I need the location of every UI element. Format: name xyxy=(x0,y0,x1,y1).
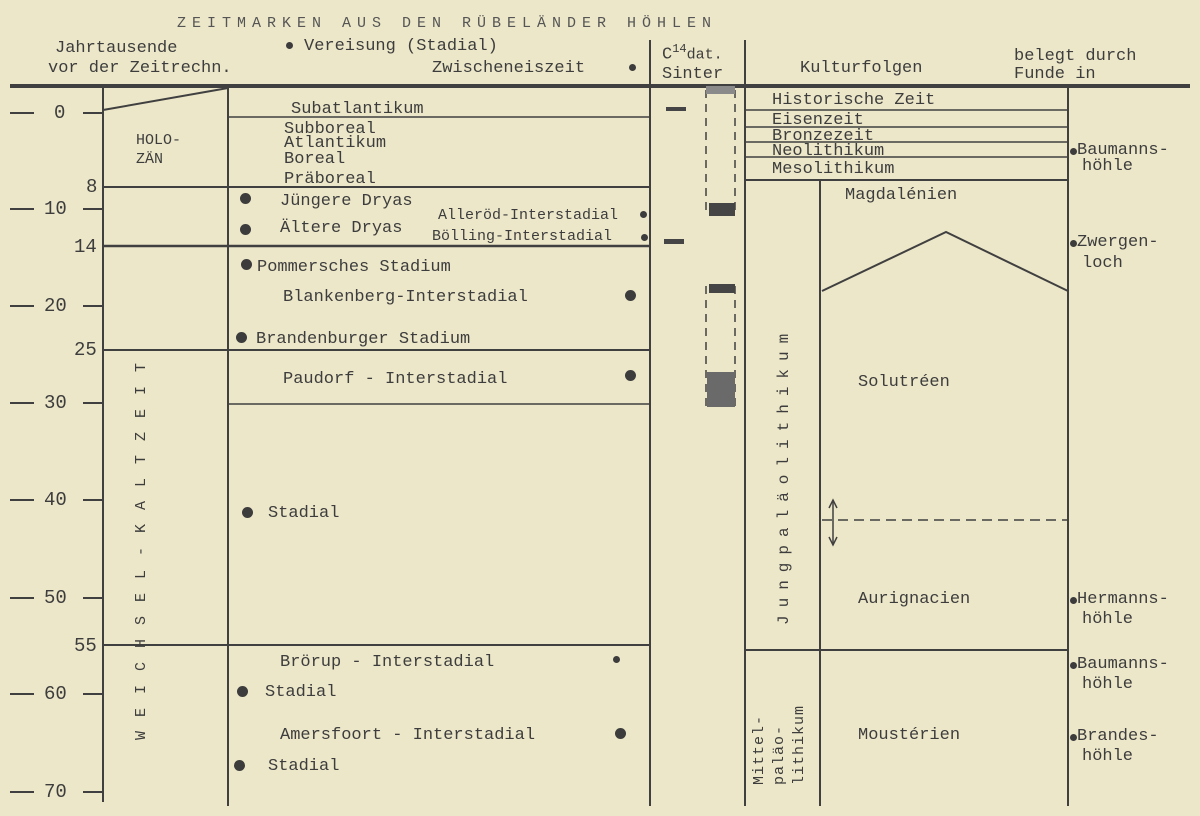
climate-boelling: Bölling-Interstadial xyxy=(432,228,613,245)
period-holozaen-line2: ZÄN xyxy=(136,151,164,168)
interstadial-dot-paudorf xyxy=(625,370,636,381)
boundary-mark-55: 55 xyxy=(74,635,97,657)
interstadial-dot-boelling xyxy=(641,234,648,241)
culture-eisenzeit: Eisenzeit xyxy=(772,111,864,130)
header-zwischeneiszeit: Zwischeneiszeit xyxy=(432,59,586,78)
climate-stadial-40: Stadial xyxy=(268,504,340,523)
climate-stadial-60: Stadial xyxy=(265,683,337,702)
cave-baumannshoehle-b2: höhle xyxy=(1082,675,1134,694)
culture-magdalenien: Magdalénien xyxy=(845,186,958,205)
magdalenien-boundary xyxy=(822,232,1068,291)
climate-subboreal: Subboreal xyxy=(284,120,376,139)
legend-dot-zwischeneiszeit xyxy=(629,64,636,71)
cave-baumannshoehle-a1: Baumanns- xyxy=(1077,141,1169,160)
sinter-samples xyxy=(664,86,735,407)
header-c14-letter: C xyxy=(662,45,673,65)
culture-neolithikum: Neolithikum xyxy=(772,142,885,161)
legend-dot-vereisung xyxy=(286,42,293,49)
axis-label-70: 70 xyxy=(44,781,67,803)
stadial-dot-60 xyxy=(237,686,248,697)
cave-zwergenloch-2: loch xyxy=(1082,254,1123,273)
culture-bronzezeit: Bronzezeit xyxy=(772,127,875,146)
stadial-dot-juengere-dryas xyxy=(240,193,251,204)
cave-zwergenloch-1: Zwergen- xyxy=(1077,233,1159,252)
boundary-mark-25: 25 xyxy=(74,339,97,361)
culture-mittel-line2: paläo- xyxy=(771,724,788,785)
period-holozaen-line1: HOLO- xyxy=(136,132,182,149)
climate-juengere-dryas: Jüngere Dryas xyxy=(280,192,413,211)
axis-label-0: 0 xyxy=(54,102,66,124)
header-belegt-line2: Funde in xyxy=(1014,65,1096,84)
culture-historische-zeit: Historische Zeit xyxy=(772,91,936,110)
axis-label-50: 50 xyxy=(44,587,67,609)
climate-pommersches: Pommersches Stadium xyxy=(257,258,451,277)
climate-paudorf: Paudorf - Interstadial xyxy=(283,370,508,389)
climate-subatlantikum: Subatlantikum xyxy=(291,100,424,119)
axis-label-60: 60 xyxy=(44,683,67,705)
axis-label-10: 10 xyxy=(44,198,67,220)
climate-stadial-68: Stadial xyxy=(268,757,340,776)
cave-hermannshoehle-2: höhle xyxy=(1082,610,1134,629)
cave-baumannshoehle-b1: Baumanns- xyxy=(1077,655,1169,674)
cave-dot-brandeshoehle xyxy=(1070,734,1077,741)
header-c14-sup: 14 xyxy=(672,42,687,56)
header-belegt-line1: belegt durch xyxy=(1014,47,1137,66)
climate-amersfoort: Amersfoort - Interstadial xyxy=(280,726,536,745)
stadial-dot-68 xyxy=(234,760,245,771)
cave-brandeshoehle-2: höhle xyxy=(1082,747,1134,766)
axis-label-40: 40 xyxy=(44,489,67,511)
sinter-column xyxy=(706,90,735,406)
header-c14-dat: dat. xyxy=(686,46,723,64)
stadial-dot-brandenburger xyxy=(236,332,247,343)
climate-alleroed: Alleröd-Interstadial xyxy=(438,207,619,224)
stadial-dot-40 xyxy=(242,507,253,518)
culture-mittel-line1: Mittel- xyxy=(751,714,768,785)
culture-solutreen: Solutréen xyxy=(858,373,950,392)
cave-dot-zwergenloch xyxy=(1070,240,1077,247)
header-sinter: Sinter xyxy=(662,65,724,84)
cave-hermannshoehle-1: Hermanns- xyxy=(1077,590,1169,609)
cave-baumannshoehle-a2: höhle xyxy=(1082,157,1134,176)
axis-label-30: 30 xyxy=(44,392,67,414)
cave-dot-baumannshoehle-a xyxy=(1070,148,1077,155)
climate-blankenberg: Blankenberg-Interstadial xyxy=(283,288,528,307)
climate-atlantikum: Atlantikum xyxy=(284,134,387,153)
cave-dot-baumannshoehle-b xyxy=(1070,662,1077,669)
header-years-line2: vor der Zeitrechn. xyxy=(48,59,232,78)
interstadial-dot-blankenberg xyxy=(625,290,636,301)
page-title: ZEITMARKEN AUS DEN RÜBELÄNDER HÖHLEN xyxy=(177,15,718,32)
stadial-dot-aeltere-dryas xyxy=(240,224,251,235)
culture-jungpalaeolithikum: Jungpaläolithikum xyxy=(775,325,793,625)
boundary-mark-8: 8 xyxy=(86,176,98,198)
climate-aeltere-dryas: Ältere Dryas xyxy=(280,219,403,238)
culture-mesolithikum: Mesolithikum xyxy=(772,160,895,179)
culture-mousterien: Moustérien xyxy=(858,726,961,745)
header-vereisung: Vereisung (Stadial) xyxy=(304,37,498,56)
period-weichsel-kaltzeit: WEICHSEL-KALTZEIT xyxy=(133,348,150,740)
header-c14 xyxy=(662,43,723,64)
culture-aurignacien: Aurignacien xyxy=(858,590,971,609)
culture-mittel-line3: lithikum xyxy=(791,704,808,785)
cave-brandeshoehle-1: Brandes- xyxy=(1077,727,1159,746)
climate-brandenburger: Brandenburger Stadium xyxy=(256,330,471,349)
header-kulturfolgen: Kulturfolgen xyxy=(800,59,923,78)
interstadial-dot-broerup xyxy=(613,656,620,663)
climate-praeboreal: Präboreal xyxy=(284,170,376,189)
interstadial-dot-alleroed xyxy=(640,211,647,218)
boundary-mark-14: 14 xyxy=(74,236,97,258)
stadial-dot-pommersches xyxy=(241,259,252,270)
header-years-line1: Jahrtausende xyxy=(55,39,178,58)
cave-dot-hermannshoehle xyxy=(1070,597,1077,604)
axis-label-20: 20 xyxy=(44,295,67,317)
climate-boreal: Boreal xyxy=(284,150,346,169)
climate-broerup: Brörup - Interstadial xyxy=(280,653,495,672)
interstadial-dot-amersfoort xyxy=(615,728,626,739)
